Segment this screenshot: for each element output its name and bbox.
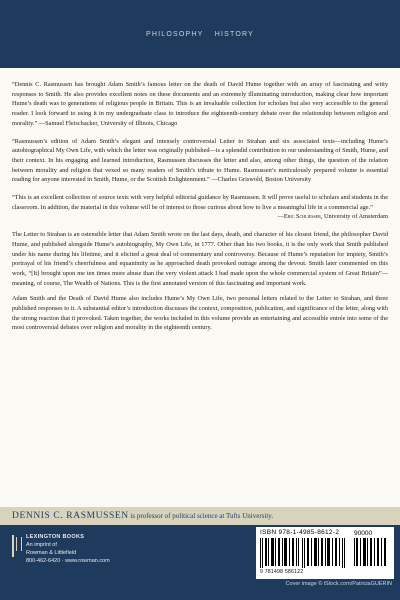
quote-text: “Dennis C. Rasmussen has brought Adam Smith’s famous letter on the death of David Hume together with an array of fascinating and witty responses to Smith. He also provides excellent notes on these documents and an extremely illuminating introduction, making clear how important Hume’s death was to generations of religious people in Britain. This is an invaluable collection for scholars but also very accessible to the general reader. I look forward to using it in my undergraduate class to introduce the eighteenth-century debate over the relationship between religion and morality.” xyxy=(12,81,388,127)
category-labels xyxy=(0,31,400,38)
author-bio-text: is professor of political science at Tufts University. xyxy=(128,512,274,520)
quote-attribution: —Eric Schliesser, University of Amsterdam xyxy=(277,213,388,221)
quote-griswold xyxy=(12,137,388,186)
quote-text: “This is an excellent collection of source texts with very helpful editorial guidance by Rasmussen. It will prove useful to scholars and students in the classroom. In addition, the material in this volume will be of interest to those curious about how to live a meaningful life in a commercial age.” xyxy=(12,194,388,211)
category-history: HISTORY xyxy=(214,31,254,38)
quote-fleischacker xyxy=(12,80,388,129)
barcode-box xyxy=(256,527,394,579)
quote-schliesser xyxy=(12,193,388,222)
publisher-contact: 800-462-6420 · www.rowman.com xyxy=(26,558,110,564)
back-cover-text-panel xyxy=(0,68,400,507)
quote-attribution: —Charles Griswold, Boston University xyxy=(211,176,312,184)
price-code: 90000 xyxy=(354,530,373,537)
author-bio-band xyxy=(0,507,400,525)
description-paragraph-2: Adam Smith and the Death of David Hume also includes Hume’s My Own Life, two personal letters related to the Letter to Strahan, and three published responses to it. A substantial editor’s introduction discusses the context, composition, publication, and significance of the letter, along with the strong reaction that it provoked. Taken together, the works included in this volume provide an entertaining and accessible entrée into some of the most controversial debates over religion and morality in the eighteenth century. xyxy=(12,295,388,332)
quote-attribution: —Samuel Fleischacker, University of Illinois, Chicago xyxy=(38,119,178,127)
book-description xyxy=(12,230,388,333)
author-name: DENNIS C. RASMUSSEN xyxy=(12,511,129,521)
praise-quotes xyxy=(12,80,388,222)
publisher-parent: Rowman & Littlefield xyxy=(26,550,77,556)
isbn-label: ISBN 978-1-4985-8612-2 xyxy=(260,529,340,536)
barcode-number: 9 781498 586122 xyxy=(260,569,304,575)
publisher-imprint-line: An imprint of xyxy=(26,542,57,548)
isbn-barcode-icon xyxy=(260,538,350,568)
quote-text: “Rasmussen’s edition of Adam Smith’s elegant and intensely controversial Letter to Strahan and six associated texts—including Hume’s autobiographical My Own Life, with which the letter was originally published—is a splendid contribution to our understanding of Smith, Hume, and their context. In his engaging and learned introduction, Rasmussen discusses the letter and also, among other things, the question of the relation between morality and religion that vexed so many readers of Smith’s tribute to Hume. Rasmussen’s meticulously prepared volume is essential reading for anyone interested in Smith, Hume, or the Scottish Enlightenment.” xyxy=(12,137,388,184)
publisher-info xyxy=(26,533,110,565)
publisher-name: LEXINGTON BOOKS xyxy=(26,534,85,540)
category-philosophy: PHILOSOPHY xyxy=(146,31,204,38)
price-barcode-icon xyxy=(354,538,388,568)
cover-image-credit: Cover image © iStock.com/PatriciaGUERIN xyxy=(285,581,392,587)
publisher-logo-icon xyxy=(12,535,22,557)
top-band xyxy=(0,0,400,68)
description-paragraph-1: The Letter to Strahan is an ostensible letter that Adam Smith wrote on the last days, death, and character of his closest friend, the philosopher David Hume, and published alongside Hume’s autobiography, My Own Life, in 1777. Other than his two books, it is the only work that Smith published under his name during his lifetime, and it elicited a great deal of commentary and controversy. Because of Hume’s reputation for impiety, Smith’s portrayal of his friend’s cheerfulness and equanimity as he approached death provoked outrage among the devout. Smith later commented on this work, “[It] brought upon me ten times more abuse than the very violent attack I had made upon the whole commercial system of Great Britain”—meaning, of course, The Wealth of Nations. This is the first annotated version of this fascinating and important work. xyxy=(12,231,388,287)
